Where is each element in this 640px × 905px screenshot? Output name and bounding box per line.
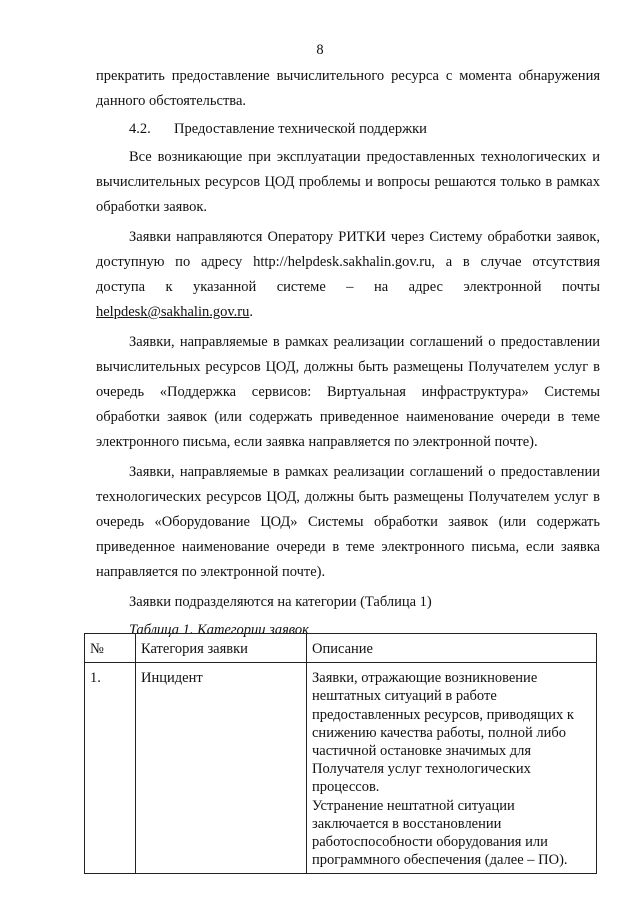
table-header-row [85,634,597,663]
paragraph-support-scope: Все возникающие при эксплуатации предоставленных технологических и вычислительных ресурсов ЦОД проблемы и вопросы решаются только в рамках обработки заявок. [96,149,600,215]
table-caption: Таблица 1. Категории заявок [129,622,309,638]
cell-category: Инцидент [136,663,307,874]
description-part-2: Устранение нештатной ситуации заключается в восстановлении работоспособности оборудования или программного обеспечения (далее – ПО). [312,797,568,869]
header-category: Категория заявки [136,634,307,663]
table-row [85,663,597,874]
text-block-main [96,145,600,643]
description-part-1: Заявки, отражающие возникновение нештатных ситуаций в работе предоставленных ресурсов, приводящих к снижению качества работы, полной либо частичной остановке значимых для Получателя услуг технологических процессов. [312,670,574,796]
section-title: Предоставление технической поддержки [174,121,427,137]
paragraph-compute-queue: Заявки, направляемые в рамках реализации соглашений о предоставлении вычислительных ресурсов ЦОД, должны быть размещены Получателем услуг в очередь «Поддержка сервисов: Виртуальная инфраструктура» Системы обработки заявок (или содержать приведенное наименование очереди в теме электронного письма, если заявка направляется по электронной почте). [96,334,600,450]
paragraph-submission [96,225,600,325]
cell-description [307,663,597,874]
paragraph-submission-text: Заявки направляются Оператору РИТКИ через Систему обработки заявок, доступную по адресу http://helpdesk.sakhalin.gov.ru, а в случае отсутствия доступа к указанной системе – на адрес электронной почты [96,229,600,295]
page-number: 8 [316,42,324,58]
helpdesk-email-link[interactable]: helpdesk@sakhalin.gov.ru [96,304,250,320]
text-block-continuation [96,64,600,114]
paragraph-continuation: прекратить предоставление вычислительного ресурса с момента обнаружения данного обстоятельства. [96,68,600,109]
categories-table [84,633,597,874]
header-num: № [85,634,136,663]
paragraph-categories-intro: Заявки подразделяются на категории (Таблица 1) [129,594,432,610]
section-heading [96,117,600,142]
cell-num: 1. [85,663,136,874]
paragraph-hardware-queue: Заявки, направляемые в рамках реализации соглашений о предоставлении технологических ресурсов ЦОД, должны быть размещены Получателем услуг в очередь «Оборудование ЦОД» Системы обработки заявок (или содержать приведенное наименование очереди в теме электронного письма, если заявка направляется по электронной почте). [96,464,600,580]
section-number: 4.2. [129,121,151,137]
header-description: Описание [307,634,597,663]
paragraph-submission-end: . [249,304,253,320]
